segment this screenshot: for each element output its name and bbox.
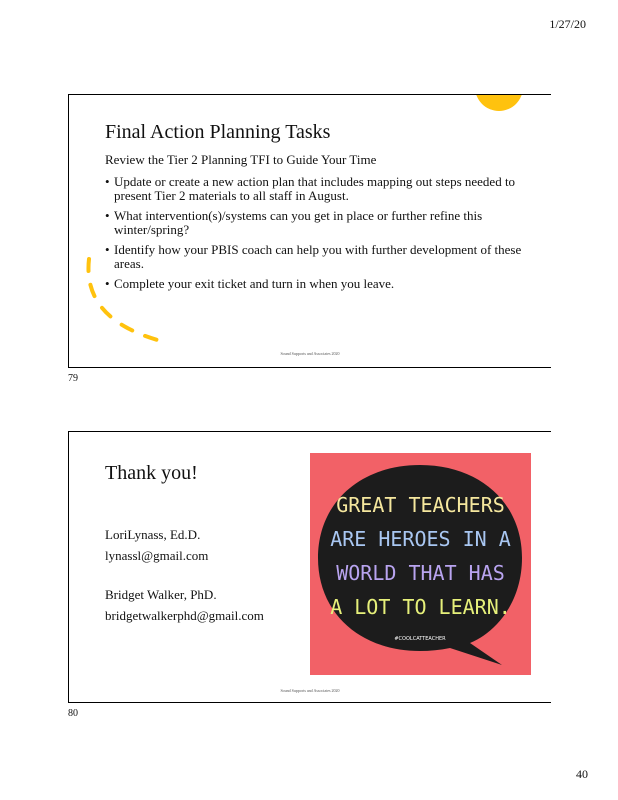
header-date: 1/27/20 [549, 17, 586, 31]
bullet-text: Complete your exit ticket and turn in when you leave. [114, 276, 395, 291]
quote-line: ARE HEROES IN A [330, 527, 511, 551]
bullet-dot: • [105, 174, 110, 189]
bullet-dot: • [105, 208, 110, 223]
contact-email: lynassl@gmail.com [105, 548, 209, 563]
bullet-item [105, 277, 525, 291]
slide-title: Final Action Planning Tasks [105, 121, 331, 143]
slide-title: Thank you! [105, 462, 198, 484]
slide-80 [68, 431, 551, 703]
quote-line: A LOT TO LEARN. [330, 595, 511, 619]
slide-footer: Sound Supports and Associates 2020 [280, 688, 340, 693]
bullet-item [105, 175, 525, 203]
bullet-item [105, 209, 525, 237]
quote-line: WORLD THAT HAS [336, 561, 505, 585]
contact-name: Bridget Walker, PhD. [105, 587, 217, 602]
bullet-text: Update or create a new action plan that includes mapping out steps needed to present Tier 2 materials to all staff in August. [114, 174, 516, 203]
yellow-semicircle-decoration [473, 94, 525, 115]
bullet-item [105, 243, 525, 271]
quote-line: GREAT TEACHERS [336, 493, 505, 517]
page-number: 40 [576, 767, 588, 781]
bullet-dot: • [105, 276, 110, 291]
slide-footer: Sound Supports and Associates 2020 [280, 351, 340, 356]
slide-number: 80 [68, 708, 78, 719]
slide-subtitle: Review the Tier 2 Planning TFI to Guide Your Time [105, 152, 377, 167]
contact-name: LoriLynass, Ed.D. [105, 527, 201, 542]
slide-number: 79 [68, 373, 78, 384]
bullet-dot: • [105, 242, 110, 257]
bullet-text: What intervention(s)/systems can you get in place or further refine this winter/spring? [114, 208, 483, 237]
bullet-text: Identify how your PBIS coach can help you with further development of these areas. [114, 242, 522, 271]
quote-credit: #COOLCATTEACHER [394, 636, 446, 642]
slide-79 [68, 94, 551, 368]
contact-email: bridgetwalkerphd@gmail.com [105, 608, 264, 623]
bullet-list [105, 175, 525, 297]
quote-poster [310, 453, 531, 675]
